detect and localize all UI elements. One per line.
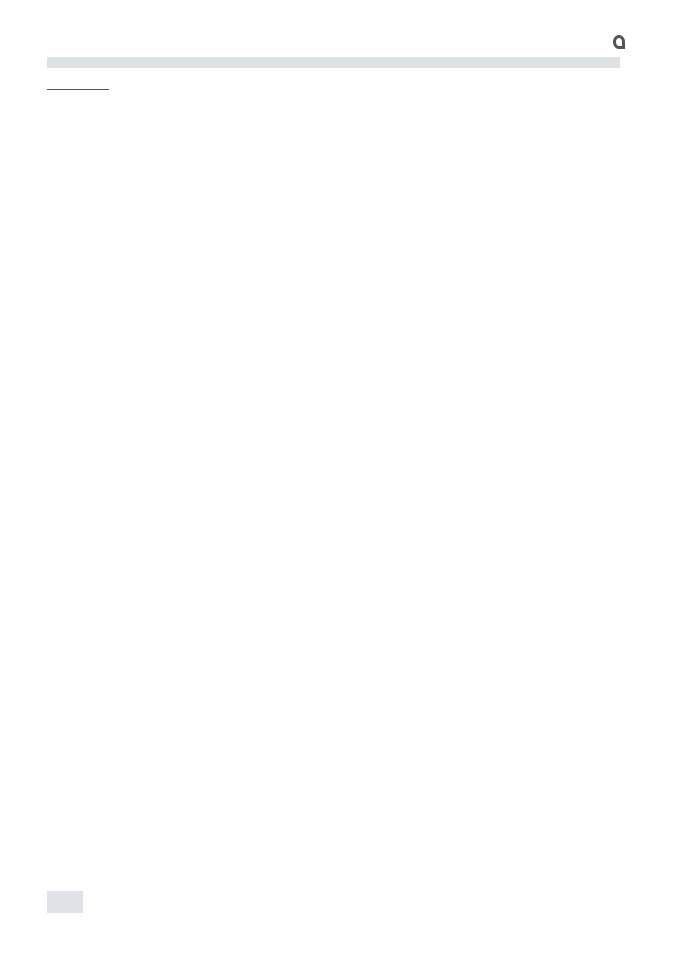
footnote: [47, 891, 627, 913]
elementi-header: [47, 57, 89, 69]
ardesia-logo: [613, 28, 627, 52]
footnote-text: [89, 891, 629, 899]
legend-swatch: [47, 891, 83, 913]
altezze-header: [109, 57, 620, 69]
larghezza-header: [47, 69, 89, 90]
heights-table: [47, 57, 620, 90]
page-header: [47, 22, 627, 52]
page-title: [47, 20, 55, 52]
section-sidebar: [637, 33, 677, 958]
ardesia-logo-mark-icon: [613, 35, 625, 49]
